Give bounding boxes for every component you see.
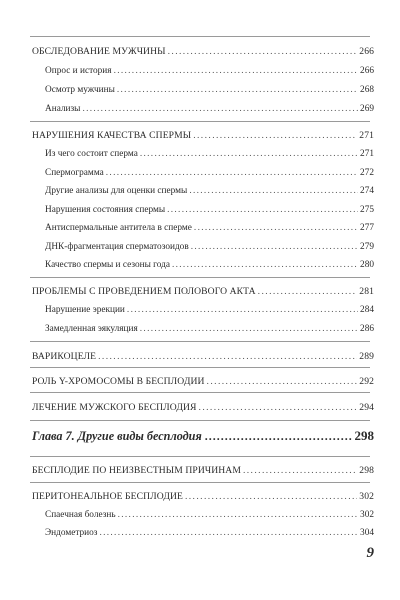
page-number: 9 <box>366 545 374 561</box>
chapter-title: Глава 7. Другие виды бесплодия <box>32 429 202 443</box>
divider <box>30 456 370 457</box>
divider <box>30 367 370 368</box>
toc-subentry: Качество спермы и сезоны года . . . 280 <box>45 258 374 272</box>
toc-subentry: Опрос и история . . . 266 <box>45 64 374 78</box>
chapter-page: 298 <box>354 428 374 443</box>
toc-entry: ВАРИКОЦЕЛЕ . . . 289 <box>32 350 374 364</box>
toc-subentry: ДНК-фрагментация сперматозоидов . . . 279 <box>45 240 374 254</box>
toc-subentry: Нарушения состояния спермы . . . 275 <box>45 203 374 217</box>
toc-entry: РОЛЬ Y-ХРОМОСОМЫ В БЕСПЛОДИИ . . . 292 <box>32 375 374 389</box>
toc-subentry: Эндометриоз . . . 304 <box>45 526 374 540</box>
toc-subentry: Антиспермальные антитела в сперме . . . 277 <box>45 221 374 235</box>
divider <box>30 420 370 421</box>
entry-page: 266 <box>359 46 374 57</box>
toc-entry <box>32 45 374 59</box>
divider <box>30 121 370 122</box>
divider <box>30 482 370 483</box>
divider <box>30 277 370 278</box>
toc-subentry: Другие анализы для оценки спермы . . . 274 <box>45 184 374 198</box>
toc-entry: ЛЕЧЕНИЕ МУЖСКОГО БЕСПЛОДИЯ . . . 294 <box>32 401 374 415</box>
toc-entry: ПРОБЛЕМЫ С ПРОВЕДЕНИЕМ ПОЛОВОГО АКТА . . . 281 <box>32 285 374 299</box>
toc-subentry: Нарушение эрекции . . . 284 <box>45 303 374 317</box>
toc-subentry: Замедленная эякуляция . . . 286 <box>45 322 374 336</box>
toc-entry: БЕСПЛОДИЕ ПО НЕИЗВЕСТНЫМ ПРИЧИНАМ . . . 298 <box>32 464 374 478</box>
toc-subentry: Осмотр мужчины . . . 268 <box>45 83 374 97</box>
divider <box>30 36 370 37</box>
toc-subentry: Спермограмма . . . 272 <box>45 166 374 180</box>
toc-subentry: Из чего состоит сперма . . . 271 <box>45 147 374 161</box>
toc-entry: НАРУШЕНИЯ КАЧЕСТВА СПЕРМЫ . . . 271 <box>32 129 374 143</box>
chapter-heading <box>32 428 374 448</box>
divider <box>30 392 370 393</box>
leader-dots <box>168 45 358 59</box>
leader-dots <box>205 429 352 444</box>
toc-subentry: Спаечная болезнь . . . 302 <box>45 508 374 522</box>
toc-subentry: Анализы . . . 269 <box>45 102 374 116</box>
divider <box>30 341 370 342</box>
entry-title: ОБСЛЕДОВАНИЕ МУЖЧИНЫ <box>32 46 166 57</box>
toc-entry: ПЕРИТОНЕАЛЬНОЕ БЕСПЛОДИЕ . . . 302 <box>32 490 374 504</box>
